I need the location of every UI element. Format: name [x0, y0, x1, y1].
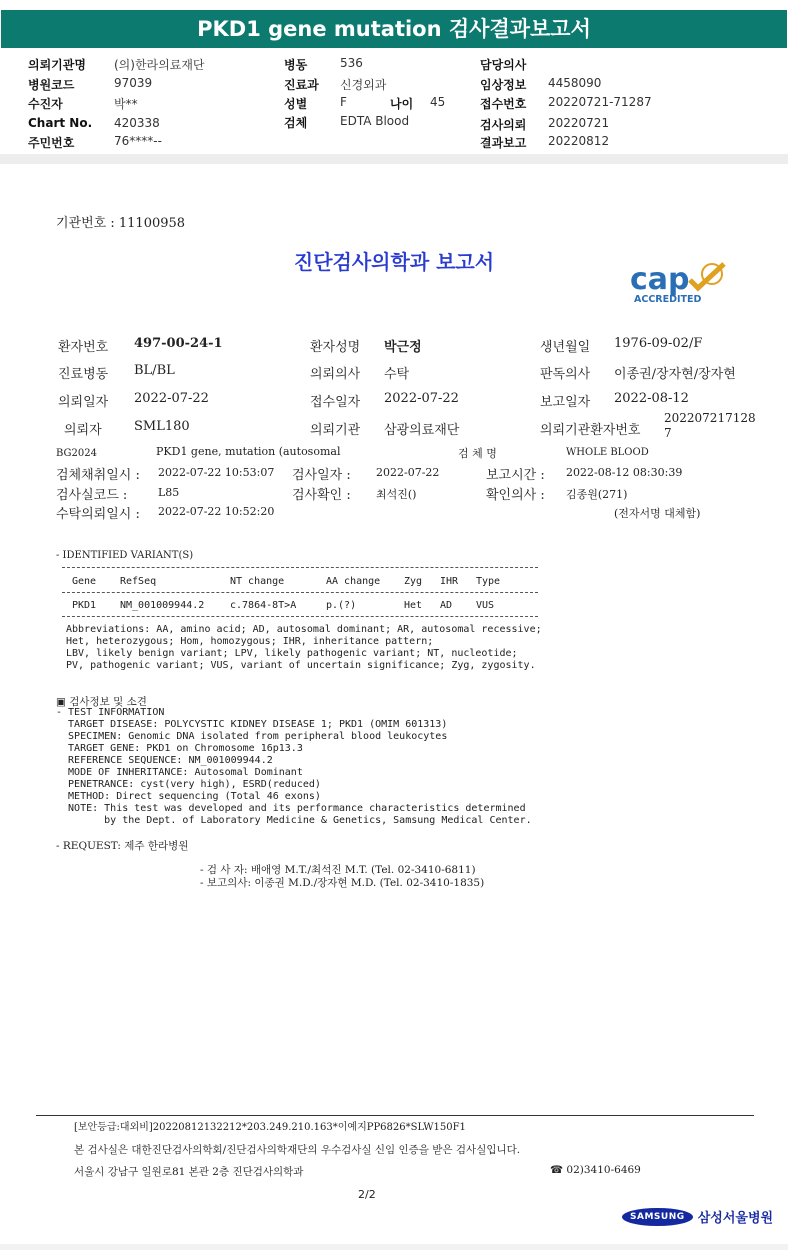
value: 2022-07-22 10:53:07	[158, 466, 275, 479]
value: 420338	[114, 116, 160, 130]
label: 의뢰일자	[58, 395, 109, 410]
value: 20220812	[548, 134, 610, 148]
label: 검사확인 :	[292, 488, 351, 503]
value: 2022-07-22	[134, 391, 209, 406]
label: 병동	[284, 58, 308, 72]
info-line: SPECIMEN: Genomic DNA isolated from peripheral blood leukocytes	[56, 731, 448, 742]
label: 병원코드	[28, 78, 75, 92]
cell: VUS	[476, 600, 495, 611]
label: 수진자	[28, 97, 63, 111]
label: 환자성명	[310, 340, 361, 355]
column-header: IHR	[440, 576, 459, 587]
value: 4458090	[548, 76, 602, 90]
cell: NM_001009944.2	[120, 600, 205, 611]
divider	[62, 567, 538, 568]
column-header: NT change	[230, 576, 285, 587]
label: 의뢰기관환자번호	[540, 423, 641, 438]
label: 판독의사	[540, 367, 591, 382]
value: 20220721-71287	[548, 95, 652, 109]
patient-name: 박근정	[384, 340, 422, 355]
info-line: TARGET GENE: PKD1 on Chromosome 16p13.3	[56, 743, 303, 754]
staff-line: - 보고의사: 이종권 M.D./장자현 M.D. (Tel. 02-3410-1835)	[200, 877, 485, 889]
report-title-banner: PKD1 gene mutation 검사결과보고서	[1, 10, 787, 48]
value: 수탁	[384, 367, 410, 382]
label: 검체채취일시 :	[56, 468, 140, 483]
staff-line: - 검 사 자: 배애영 M.T./최석진 M.T. (Tel. 02-3410-6811)	[200, 864, 476, 876]
label: 수탁의뢰일시 :	[56, 507, 140, 522]
info-line: TARGET DISEASE: POLYCYSTIC KIDNEY DISEASE 1; PKD1 (OMIM 601313)	[56, 719, 448, 730]
label: 주민번호	[28, 136, 75, 150]
column-header: AA change	[326, 576, 381, 587]
divider	[62, 592, 538, 593]
label: 결과보고	[480, 136, 527, 150]
value: F	[340, 95, 347, 109]
value: 2022-08-12	[614, 391, 689, 406]
section-divider	[0, 154, 788, 164]
label: 담당의사	[480, 58, 527, 72]
age-label: 나이	[390, 97, 414, 111]
value: 97039	[114, 76, 153, 90]
e-signature-note: (전자서명 대체함)	[614, 507, 701, 520]
cap-logo-text: cap	[630, 262, 690, 297]
info-line: NOTE: This test was developed and its performance characteristics determined	[56, 803, 526, 814]
label: 접수일자	[310, 395, 361, 410]
value: 이종권/장자현/장자현	[614, 367, 736, 382]
value: 1976-09-02/F	[614, 336, 703, 351]
cap-accredited-text: ACCREDITED	[634, 294, 702, 305]
label: 임상정보	[480, 78, 527, 92]
label: 의뢰기관	[310, 423, 361, 438]
report-heading: 진단검사의학과 보고서	[293, 250, 495, 274]
info-line: PENETRANCE: cyst(very high), ESRD(reduced)	[56, 779, 321, 790]
value: 김종원(271)	[566, 488, 628, 501]
label: 접수번호	[480, 97, 527, 111]
value: 최석진()	[376, 488, 417, 501]
divider	[62, 616, 538, 617]
value: 20220721	[548, 116, 610, 130]
label: 성별	[284, 97, 308, 111]
value: SML180	[134, 419, 190, 434]
abbrev-line: Het, heterozygous; Hom, homozygous; IHR, inheritance pattern;	[66, 636, 434, 647]
samsung-logo-text: SAMSUNG	[622, 1208, 693, 1226]
label: 보고시간 :	[486, 468, 545, 483]
abbrev-line: Abbreviations: AA, amino acid; AD, autosomal dominant; AR, autosomal recessive;	[66, 624, 542, 635]
value: 2022-08-12 08:30:39	[566, 466, 683, 479]
cap-logo-icon	[628, 260, 732, 308]
variant-section-title: - IDENTIFIED VARIANT(S)	[56, 550, 194, 561]
request-line: - REQUEST: 제주 한라병원	[56, 840, 189, 852]
value: EDTA Blood	[340, 114, 410, 128]
certification-text: 본 검사실은 대한진단검사의학회/진단검사의학재단의 우수검사실 신임 인증을 받은 검사실입니다.	[74, 1144, 521, 1156]
cell: Het	[404, 600, 423, 611]
label: 보고일자	[540, 395, 591, 410]
cell: p.(?)	[326, 600, 357, 611]
patient-id: 497-00-24-1	[134, 336, 223, 351]
value: 536	[340, 56, 363, 70]
label: 검체	[284, 116, 308, 130]
footer-divider	[36, 1115, 754, 1116]
info-line: by the Dept. of Laboratory Medicine & Genetics, Samsung Medical Center.	[56, 815, 532, 826]
age-value: 45	[430, 95, 446, 109]
value: 2022-07-22	[384, 391, 459, 406]
cell: c.7864-8T>A	[230, 600, 297, 611]
value: 202207217128	[664, 411, 756, 425]
label: 검사의뢰	[480, 118, 527, 132]
value: L85	[158, 486, 180, 499]
label: 의뢰의사	[310, 367, 361, 382]
samsung-hospital-logo	[622, 1206, 773, 1226]
specimen-value: WHOLE BLOOD	[566, 447, 649, 458]
test-name: PKD1 gene, mutation (autosomal	[156, 445, 341, 458]
column-header: Gene	[72, 576, 97, 587]
abbrev-line: PV, pathogenic variant; VUS, variant of uncertain significance; Zyg, zygosity.	[66, 660, 536, 671]
cap-accredited-logo	[628, 260, 732, 312]
hospital-name: 삼성서울병원	[697, 1211, 774, 1226]
column-header: RefSeq	[120, 576, 157, 587]
test-code: BG2024	[56, 448, 97, 459]
bottom-band	[0, 1244, 788, 1250]
value: BL/BL	[134, 363, 175, 378]
value: 76****--	[114, 134, 162, 148]
institution-number: 기관번호 : 11100958	[56, 216, 186, 231]
value: 2022-07-22 10:52:20	[158, 505, 275, 518]
value: (의)한라의료재단	[114, 58, 205, 72]
info-line: METHOD: Direct sequencing (Total 46 exons)	[56, 791, 321, 802]
label: 의뢰자	[64, 423, 102, 438]
value: 삼광의료재단	[384, 423, 460, 438]
label: 검사일자 :	[292, 468, 351, 483]
page-number: 2/2	[358, 1188, 376, 1201]
value: 7	[664, 426, 672, 440]
phone-text: ☎ 02)3410-6469	[550, 1164, 641, 1176]
label: 의뢰기관명	[28, 58, 86, 72]
value: 신경외과	[340, 78, 387, 92]
value: 2022-07-22	[376, 466, 440, 479]
label: 환자번호	[58, 340, 109, 355]
info-line: REFERENCE SEQUENCE: NM_001009944.2	[56, 755, 273, 766]
cell: PKD1	[72, 600, 97, 611]
label: Chart No.	[28, 116, 93, 130]
label: 진료병동	[58, 367, 109, 382]
column-header: Zyg	[404, 576, 423, 587]
info-line: - TEST INFORMATION	[56, 707, 165, 718]
label: 생년월일	[540, 340, 591, 355]
label: 검사실코드 :	[56, 488, 128, 503]
cell: AD	[440, 600, 453, 611]
specimen-label: 검 체 명	[458, 447, 497, 460]
abbrev-line: LBV, likely benign variant; LPV, likely pathogenic variant; NT, nucleotide;	[66, 648, 518, 659]
column-header: Type	[476, 576, 501, 587]
label: 진료과	[284, 78, 319, 92]
label: 확인의사 :	[486, 488, 545, 503]
value: 박**	[114, 97, 138, 111]
address-text: 서울시 강남구 일원로81 본관 2층 진단검사의학과	[74, 1166, 304, 1178]
info-line: MODE OF INHERITANCE: Autosomal Dominant	[56, 767, 303, 778]
security-line: [보안등급:대외비]20220812132212*203.249.210.163*이예지PP6826*SLW150F1	[74, 1122, 466, 1133]
info-section-title: ▣ 검사정보 및 소견	[56, 696, 147, 708]
